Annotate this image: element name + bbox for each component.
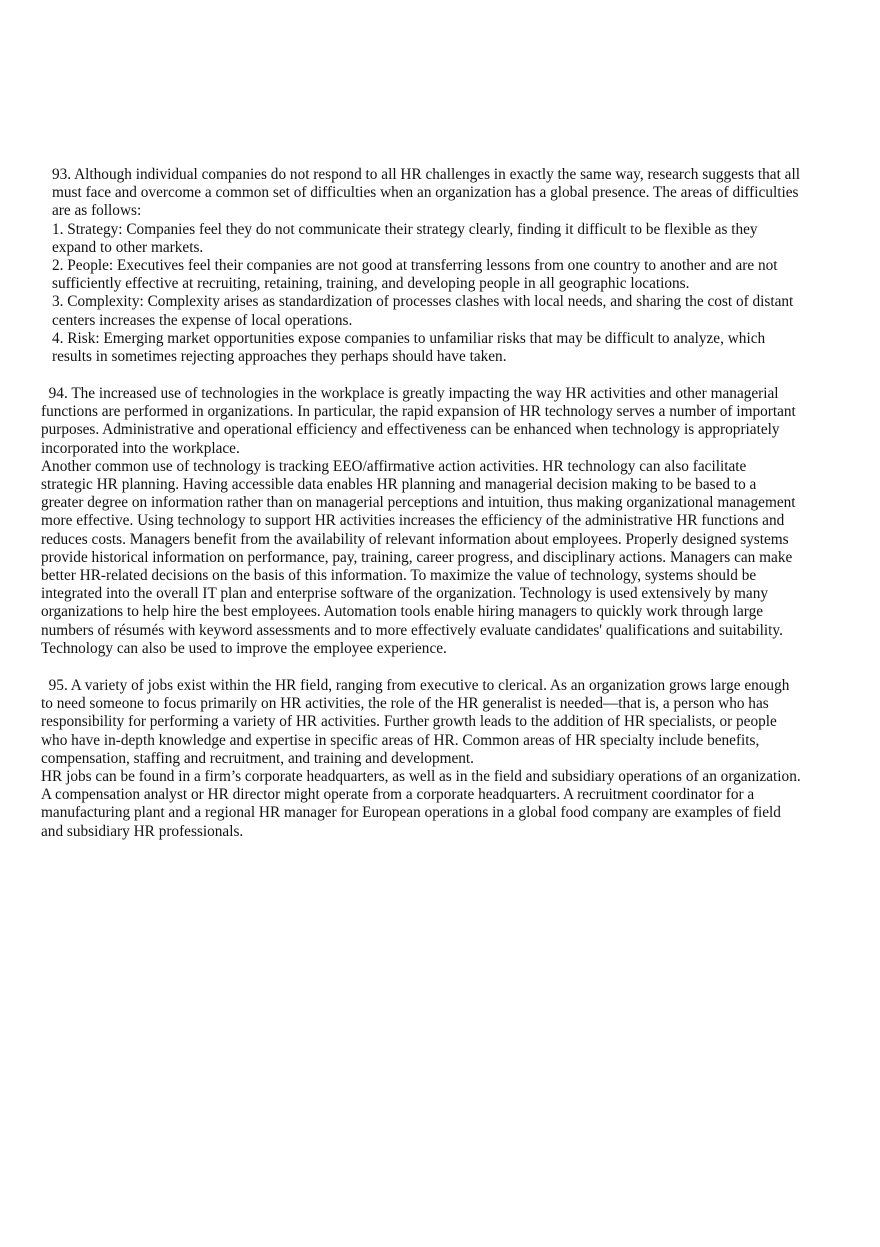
- text-line: results in sometimes rejecting approaches they perhaps should have taken.: [52, 348, 507, 366]
- text-line: organizations to help hire the best employees. Automation tools enable hiring managers to quickly work through large: [41, 603, 764, 621]
- text-line: 93. Although individual companies do not respond to all HR challenges in exactly the same way, research suggests that all: [52, 166, 800, 183]
- text-line: 1. Strategy: Companies feel they do not communicate their strategy clearly, finding it difficult to be flexible as they: [52, 220, 758, 238]
- text-line: centers increases the expense of local operations.: [52, 311, 353, 329]
- text-line: incorporated into the workplace.: [41, 439, 240, 457]
- text-line: compensation, staffing and recruitment, and training and development.: [41, 749, 475, 767]
- text-line: integrated into the overall IT plan and enterprise software of the organization. Technology is used extensively by many: [41, 585, 769, 603]
- text-line: HR jobs can be found in a firm’s corporate headquarters, as well as in the field and subsidiary operations of an organization.: [41, 768, 801, 786]
- text-line: 3. Complexity: Complexity arises as standardization of processes clashes with local needs, and sharing the cost of distant: [52, 293, 794, 311]
- answer-94: [41, 385, 796, 658]
- text-line: 94. The increased use of technologies in the workplace is greatly impacting the way HR activities and other managerial: [41, 385, 779, 402]
- text-line: 4. Risk: Emerging market opportunities expose companies to unfamiliar risks that may be difficult to analyze, which: [52, 329, 766, 347]
- text-line: better HR-related decisions on the basis of this information. To maximize the value of technology, systems should be: [41, 567, 757, 585]
- text-line: Another common use of technology is tracking EEO/affirmative action activities. HR technology can also facilitate: [41, 457, 747, 475]
- text-line: are as follows:: [52, 202, 142, 220]
- text-line: 95. A variety of jobs exist within the HR field, ranging from executive to clerical. As an organization grows large enough: [41, 677, 790, 694]
- text-line: functions are performed in organizations. In particular, the rapid expansion of HR technology serves a number of important: [41, 403, 796, 421]
- text-line: manufacturing plant and a regional HR manager for European operations in a global food company are examples of field: [41, 804, 781, 822]
- text-line: responsibility for performing a variety of HR activities. Further growth leads to the addition of HR specialists, or people: [41, 713, 777, 731]
- text-line: expand to other markets.: [52, 238, 204, 256]
- text-line: 2. People: Executives feel their companies are not good at transferring lessons from one country to another and are not: [52, 257, 778, 275]
- text-line: must face and overcome a common set of difficulties when an organization has a global presence. The areas of difficulties: [52, 184, 799, 202]
- text-line: strategic HR planning. Having accessible data enables HR planning and managerial decision making to be based to a: [41, 476, 757, 494]
- text-line: and subsidiary HR professionals.: [41, 822, 244, 840]
- text-line: provide historical information on performance, pay, training, career progress, and disciplinary actions. Managers can make: [41, 548, 793, 566]
- text-line: sufficiently effective at recruiting, retaining, training, and developing people in all geographic locations.: [52, 275, 690, 293]
- text-line: reduces costs. Managers benefit from the availability of relevant information about employees. Properly designed systems: [41, 530, 789, 548]
- answer-95: [41, 677, 801, 841]
- answer-93: [52, 166, 800, 366]
- text-line: to need someone to focus primarily on HR activities, the role of the HR generalist is needed—that is, a person who has: [41, 695, 769, 713]
- text-line: numbers of résumés with keyword assessments and to more effectively evaluate candidates' qualifications and suitability.: [41, 621, 783, 639]
- text-line: Technology can also be used to improve the employee experience.: [41, 639, 447, 657]
- text-line: A compensation analyst or HR director might operate from a corporate headquarters. A recruitment coordinator for a: [41, 786, 755, 804]
- text-line: more effective. Using technology to support HR activities increases the efficiency of the administrative HR functions and: [41, 512, 785, 530]
- text-line: who have in-depth knowledge and expertise in specific areas of HR. Common areas of HR specialty include benefits,: [41, 731, 760, 749]
- text-line: greater degree on information rather than on managerial perceptions and intuition, thus making organizational management: [41, 494, 796, 512]
- text-line: purposes. Administrative and operational efficiency and effectiveness can be enhanced when technology is appropriately: [41, 421, 780, 439]
